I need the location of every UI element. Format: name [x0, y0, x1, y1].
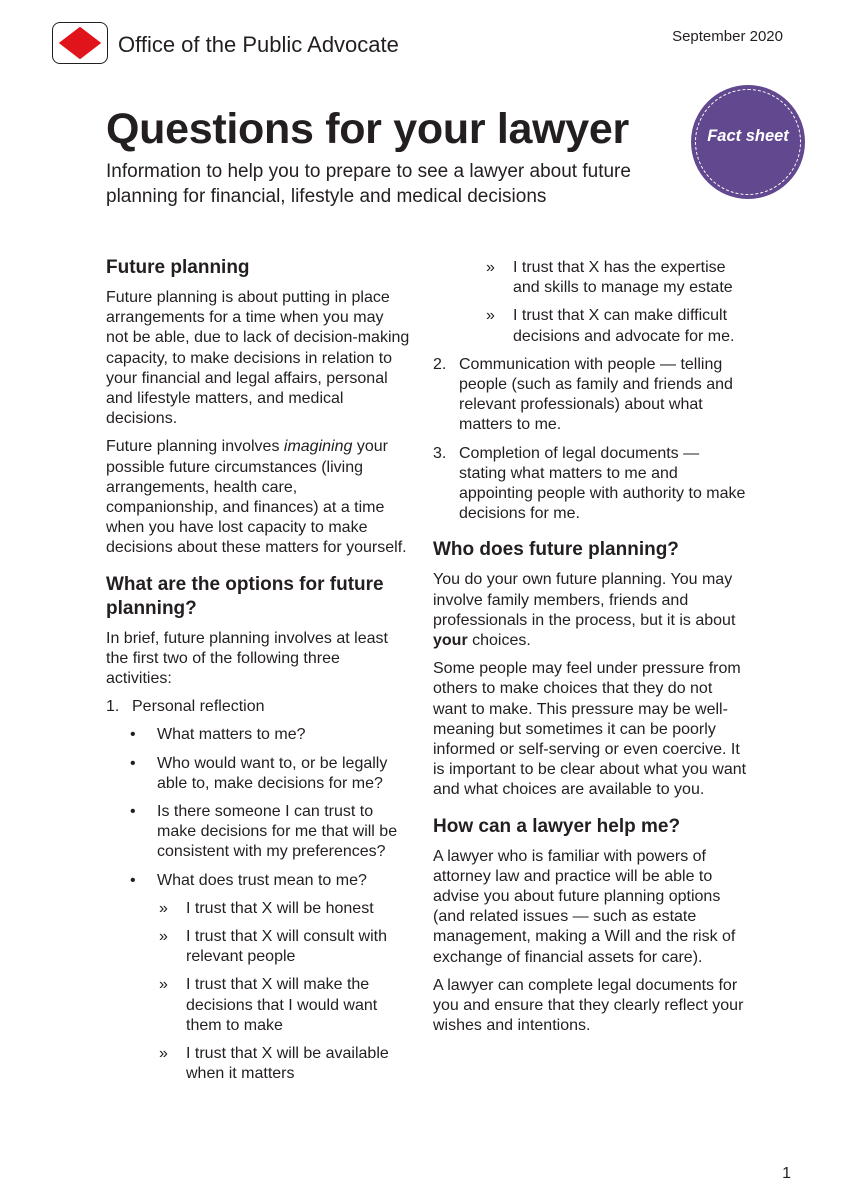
list-item-label: Communication with people — telling people (such as family and friends and relevant professionals) about what matters to me. [459, 355, 733, 434]
sub-bullet-item [106, 1044, 410, 1084]
emphasis-your: your [433, 632, 468, 650]
bullet-text: Who would want to, or be legally able to, make decisions for me? [157, 754, 388, 792]
list-item-label: Completion of legal documents — stating what matters to me and appointing people with authority to make decisions for me. [459, 444, 746, 523]
sub-bullet-text: I trust that X will be honest [186, 899, 374, 917]
sub-bullet-text: I trust that X will make the decisions that I would want them to make [186, 976, 378, 1034]
lawyer-paragraph-1: A lawyer who is familiar with powers of attorney law and practice will be able to advise you about future planning options (and related issues — such as estate management, making a Will and the risk of exchange of financial assets for care). [433, 847, 736, 966]
sub-bullet-item [106, 975, 410, 1036]
list-item-communication [433, 355, 749, 436]
sub-bullet-item [433, 306, 749, 346]
badge-label: Fact sheet [707, 127, 789, 145]
number-marker: 1. [106, 698, 120, 716]
double-chevron-icon: » [159, 1045, 168, 1063]
heading-how-can-lawyer-help: How can a lawyer help me? [433, 815, 681, 837]
sub-bullet-item [106, 899, 410, 919]
publication-date: September 2020 [672, 28, 783, 45]
sub-bullet-item [433, 258, 749, 298]
double-chevron-icon: » [159, 928, 168, 946]
who-paragraph-2: Some people may feel under pressure from others to make choices that they do not want to make. This pressure may be well-meaning but sometimes it can be poorly informed or self-serving or even coercive. It is important to be clear about what you want and what choices are available to you. [433, 660, 747, 799]
list-item-label: Personal reflection [132, 698, 265, 716]
bullet-icon: • [130, 803, 136, 821]
double-chevron-icon: » [486, 307, 495, 325]
bullet-text: What matters to me? [157, 726, 306, 744]
page-title: Questions for your lawyer [106, 105, 629, 153]
sub-bullet-text: I trust that X will be available when it matters [186, 1045, 389, 1083]
heading-who-does-future-planning: Who does future planning? [433, 539, 679, 561]
options-intro: In brief, future planning involves at least the first two of the following three activities: [106, 629, 388, 688]
bullet-item [106, 802, 410, 863]
list-item-legal-documents [433, 444, 749, 525]
bullet-text: What does trust mean to me? [157, 871, 367, 889]
heading-future-planning: Future planning [106, 257, 250, 278]
left-column [106, 256, 410, 1093]
double-chevron-icon: » [159, 899, 168, 917]
who-paragraph-1: You do your own future planning. You may involve family members, friends and professionals in the process, but it is about your choices. [433, 571, 736, 650]
sub-bullet-item [106, 927, 410, 967]
bullet-icon: • [130, 754, 136, 772]
future-planning-paragraph-2: Future planning involves imagining your possible future circumstances (living arrangements, health care, companionship, and finances) at a time when you have lost capacity to make decisions about these matters for yourself. [106, 438, 407, 557]
sub-bullet-text: I trust that X will consult with relevant people [186, 928, 387, 966]
fact-sheet-badge [691, 85, 805, 199]
page-subtitle: Information to help you to prepare to see a lawyer about future planning for financial, lifestyle and medical decisions [106, 161, 631, 207]
bullet-text: Is there someone I can trust to make decisions for me that will be consistent with my preferences? [157, 803, 398, 861]
lawyer-paragraph-2: A lawyer can complete legal documents for you and ensure that they clearly reflect your wishes and intentions. [433, 976, 744, 1035]
number-marker: 2. [433, 355, 447, 373]
bullet-item [106, 725, 410, 745]
double-chevron-icon: » [486, 259, 495, 276]
right-column [433, 258, 749, 1045]
double-chevron-icon: » [159, 976, 168, 994]
emphasis-imagining: imagining [283, 438, 353, 456]
bullet-icon: • [130, 726, 136, 744]
heading-options: What are the options for future planning? [106, 573, 384, 619]
organisation-name: Office of the Public Advocate [118, 32, 399, 57]
bullet-item [106, 754, 410, 794]
list-item-personal-reflection [106, 697, 410, 717]
sub-bullet-text: I trust that X has the expertise and skills to manage my estate [513, 259, 733, 297]
sub-bullet-text: I trust that X can make difficult decisions and advocate for me. [513, 307, 735, 345]
number-marker: 3. [433, 444, 447, 462]
bullet-icon: • [130, 871, 136, 889]
red-diamond-logo-icon [52, 22, 108, 64]
page-number: 1 [782, 1165, 791, 1182]
bullet-item [106, 871, 410, 891]
future-planning-paragraph-1: Future planning is about putting in place arrangements for a time when you may not be able, due to lack of decision-making capacity, to make decisions in relation to your financial and legal affairs, personal and lifestyle matters, and medical decisions. [106, 289, 410, 428]
